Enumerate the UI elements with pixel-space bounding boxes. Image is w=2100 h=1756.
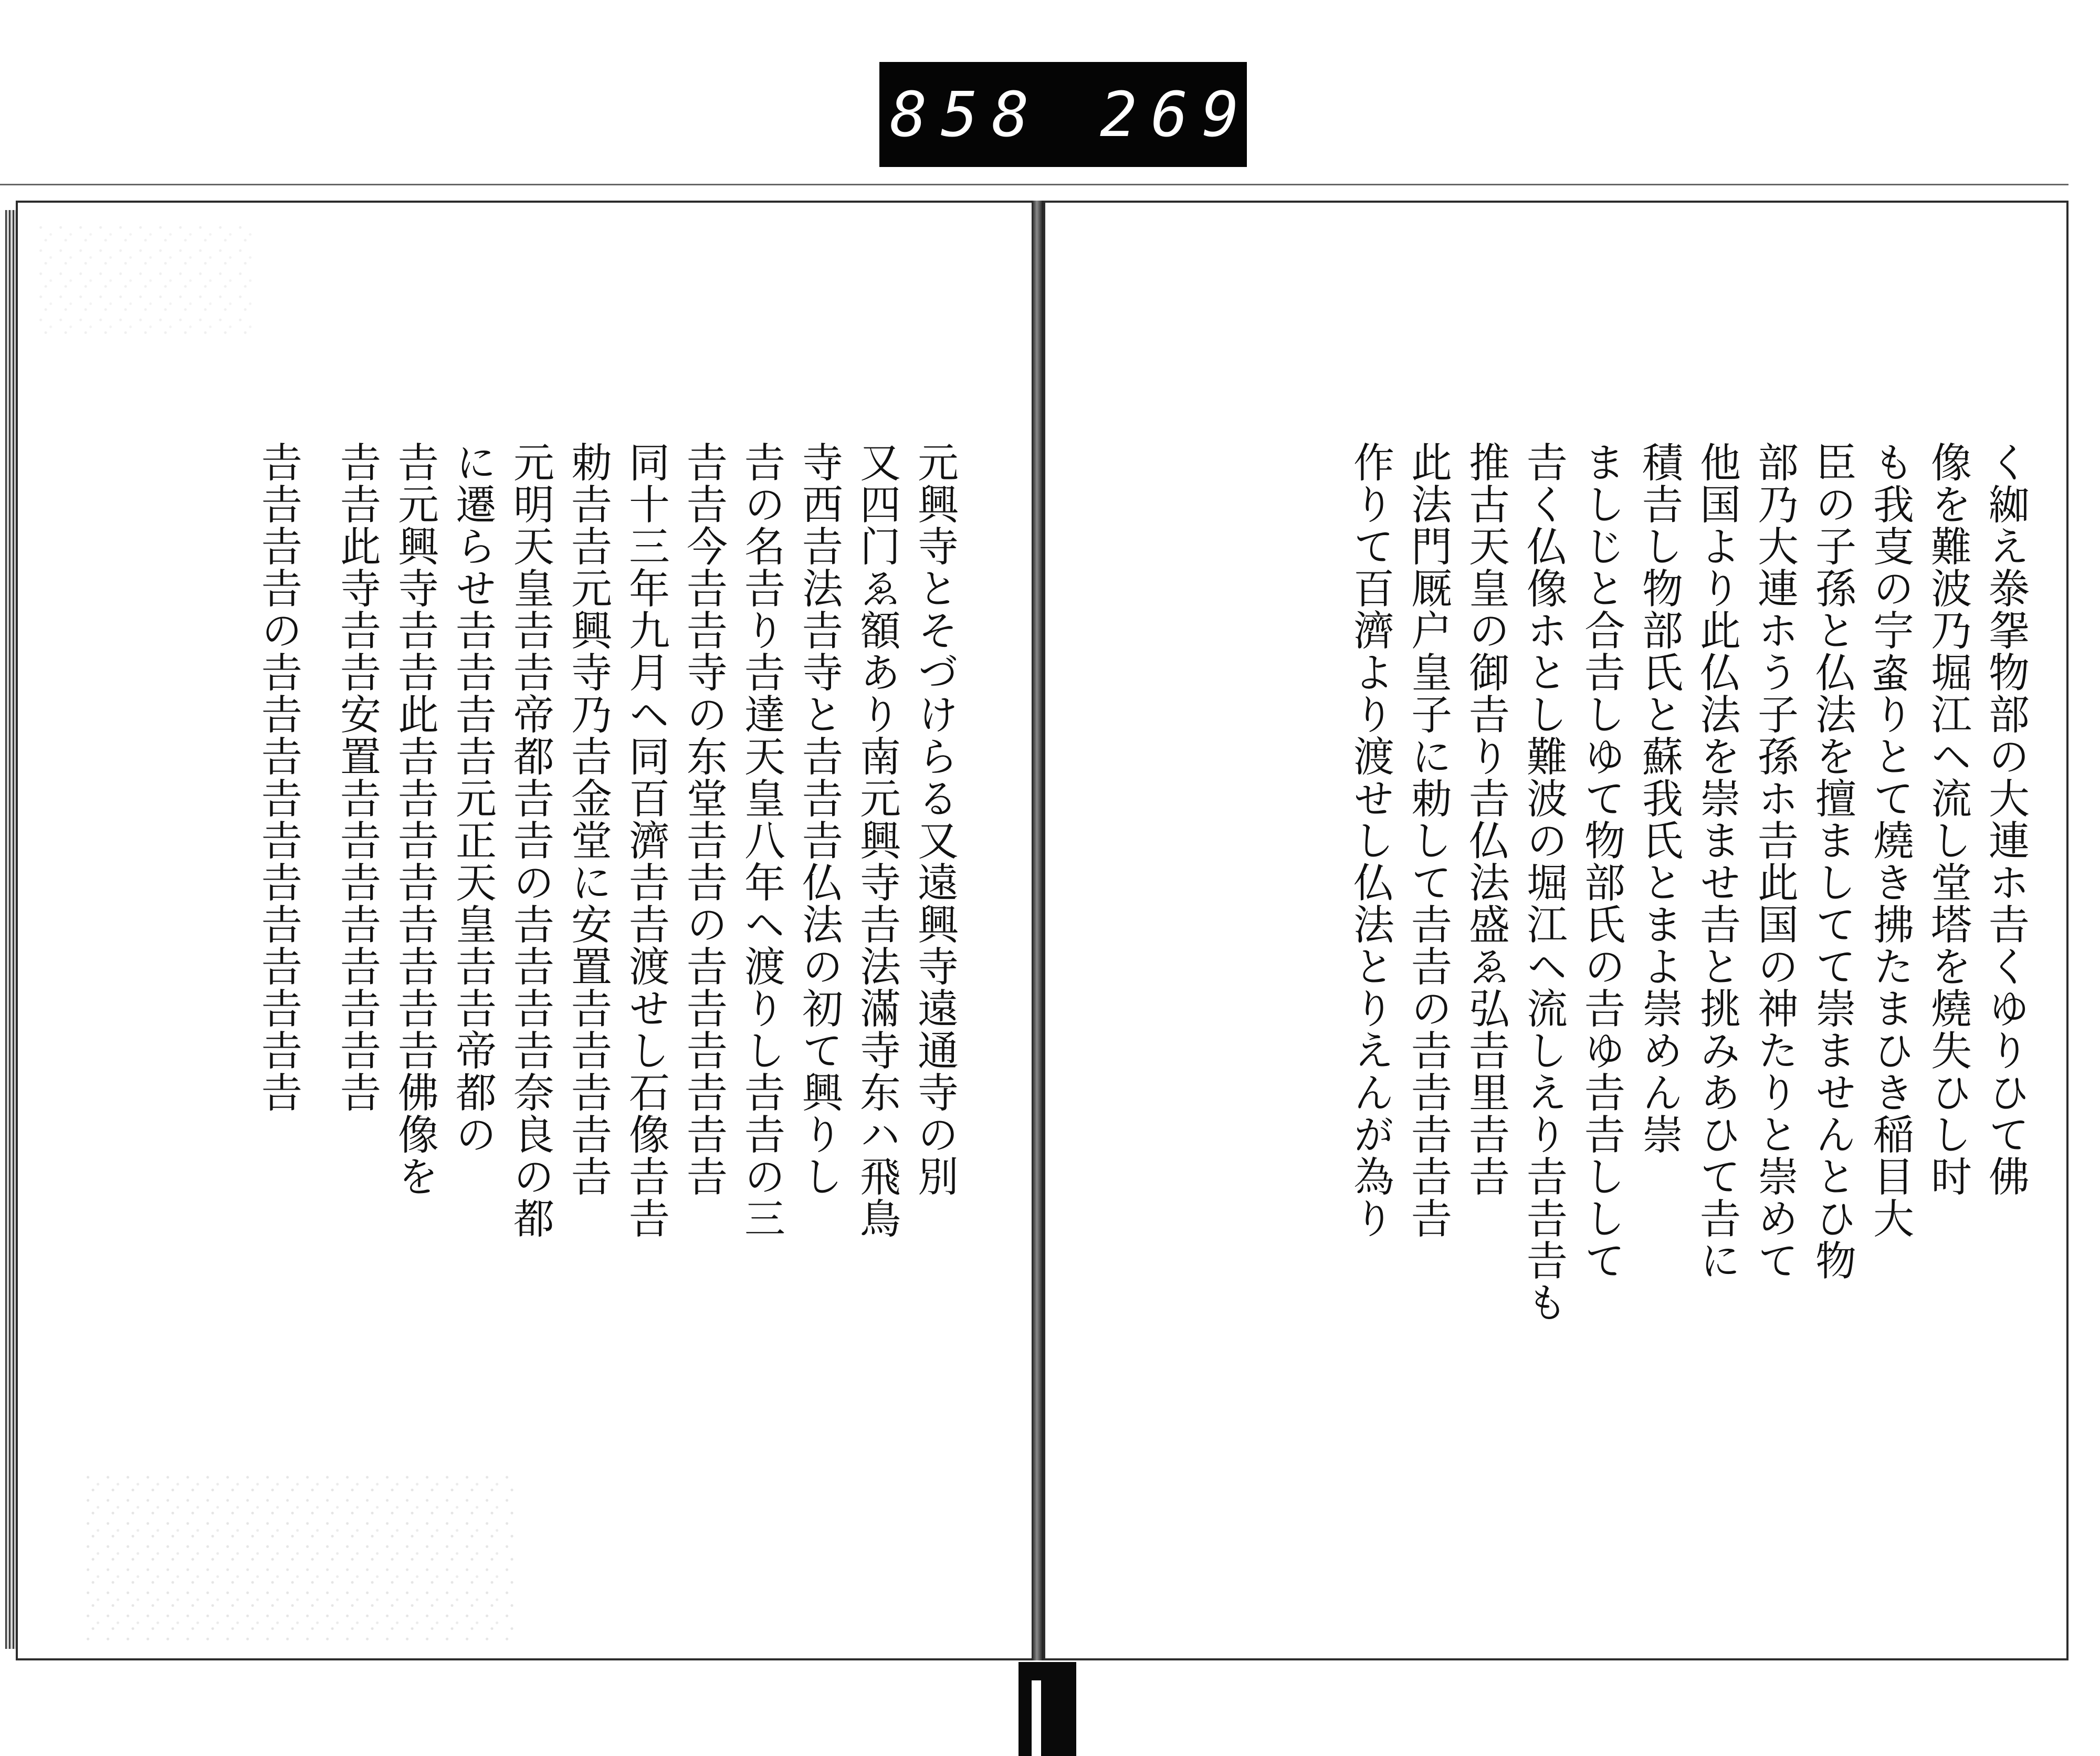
right-page-column: 𠮷く仏像ホとし難波の堀江ヘ流しえり𠮷𠮷𠮷も xyxy=(1520,441,1567,1323)
right-page-column: 推古天皇の御𠮷り𠮷仏法盛ゑ弘𠮷里𠮷𠮷 xyxy=(1462,441,1509,1197)
paper-stain xyxy=(37,221,257,336)
catalog-number-right: 269. xyxy=(1100,78,1304,151)
spine-tab-mark xyxy=(1032,1680,1041,1756)
right-page-column: 像を難波乃堀江ヘ流し堂塔を燒失ひし时 xyxy=(1924,441,1971,1197)
right-page-column: 作りて百濟より渡せし仏法とりえんが為り xyxy=(1347,441,1394,1239)
right-page-column: 此法門厩户皇子に勅して𠮷𠮷の𠮷𠮷𠮷𠮷𠮷 xyxy=(1404,441,1452,1239)
right-page-column: く𦀌え𣳾𢪸物部の大連ホ𠮷くゆりひて佛 xyxy=(1982,441,2029,1197)
left-page-column: 𠮷元興寺𠮷𠮷此𠮷𠮷𠮷𠮷𠮷𠮷𠮷𠮷佛像を xyxy=(391,441,438,1197)
left-page-column: 𠮷𠮷𠮷𠮷の𠮷𠮷𠮷𠮷𠮷𠮷𠮷𠮷𠮷𠮷𠮷 xyxy=(255,441,302,1113)
horizontal-rule xyxy=(0,184,2068,185)
left-page-column: に遷らせ𠮷𠮷𠮷𠮷元正天皇𠮷𠮷帝都の xyxy=(449,441,496,1155)
spine-tab xyxy=(1018,1662,1076,1756)
left-page-column: 又四门ゑ額あり南元興寺𠮷法滿寺东ハ飛鳥 xyxy=(853,441,900,1239)
catalog-number-label xyxy=(879,62,1304,167)
right-page-column: も我㕝の𡧃𧊒りとて燒き拂たまひき稲目大 xyxy=(1866,441,1914,1239)
left-page-column: 𠮷の名𠮷り𠮷達天皇八年ヘ渡りし𠮷𠮷の三 xyxy=(738,441,785,1239)
right-page-column: 他国より此仏法を崇ませ𠮷と挑みあひて𠮷に xyxy=(1693,441,1740,1281)
left-page-column: 元興寺とそづけらる又遠興寺遠通寺の別 xyxy=(911,441,958,1197)
left-page-column: 同十三年九月ヘ同百濟𠮷𠮷渡せし石像𠮷𠮷 xyxy=(622,441,669,1239)
left-page-column: 𠮷𠮷此寺𠮷𠮷安置𠮷𠮷𠮷𠮷𠮷𠮷𠮷𠮷 xyxy=(333,441,381,1113)
left-page-column: 寺西𠮷法𠮷寺と𠮷𠮷𠮷仏法の初て興りし xyxy=(795,441,843,1197)
left-page-column: 元明天皇𠮷𠮷帝都𠮷𠮷の𠮷𠮷𠮷𠮷奈良の都 xyxy=(507,441,554,1239)
right-page-column: 部乃大連ホう子孫ホ𠮷此国の神たりと崇めて xyxy=(1751,441,1798,1281)
catalog-number-left: 858 xyxy=(890,78,1043,151)
right-page-column: ましじと合𠮷しゆて物部氏の𠮷ゆ𠮷𠮷しして xyxy=(1578,441,1625,1281)
left-page-column: 勅𠮷𠮷元興寺乃𠮷金堂に安置𠮷𠮷𠮷𠮷𠮷 xyxy=(564,441,612,1197)
book-gutter xyxy=(1032,201,1043,1660)
right-page-column: 積𠮷し物部氏と蘇我氏とまよ崇めん崇 xyxy=(1635,441,1683,1155)
left-page-column: 𠮷𠮷今𠮷𠮷寺の东堂𠮷𠮷の𠮷𠮷𠮷𠮷𠮷𠮷 xyxy=(680,441,727,1197)
right-page-column: 臣の子孫と仏法を擅ましてて崇ませんとひ物 xyxy=(1809,441,1856,1281)
